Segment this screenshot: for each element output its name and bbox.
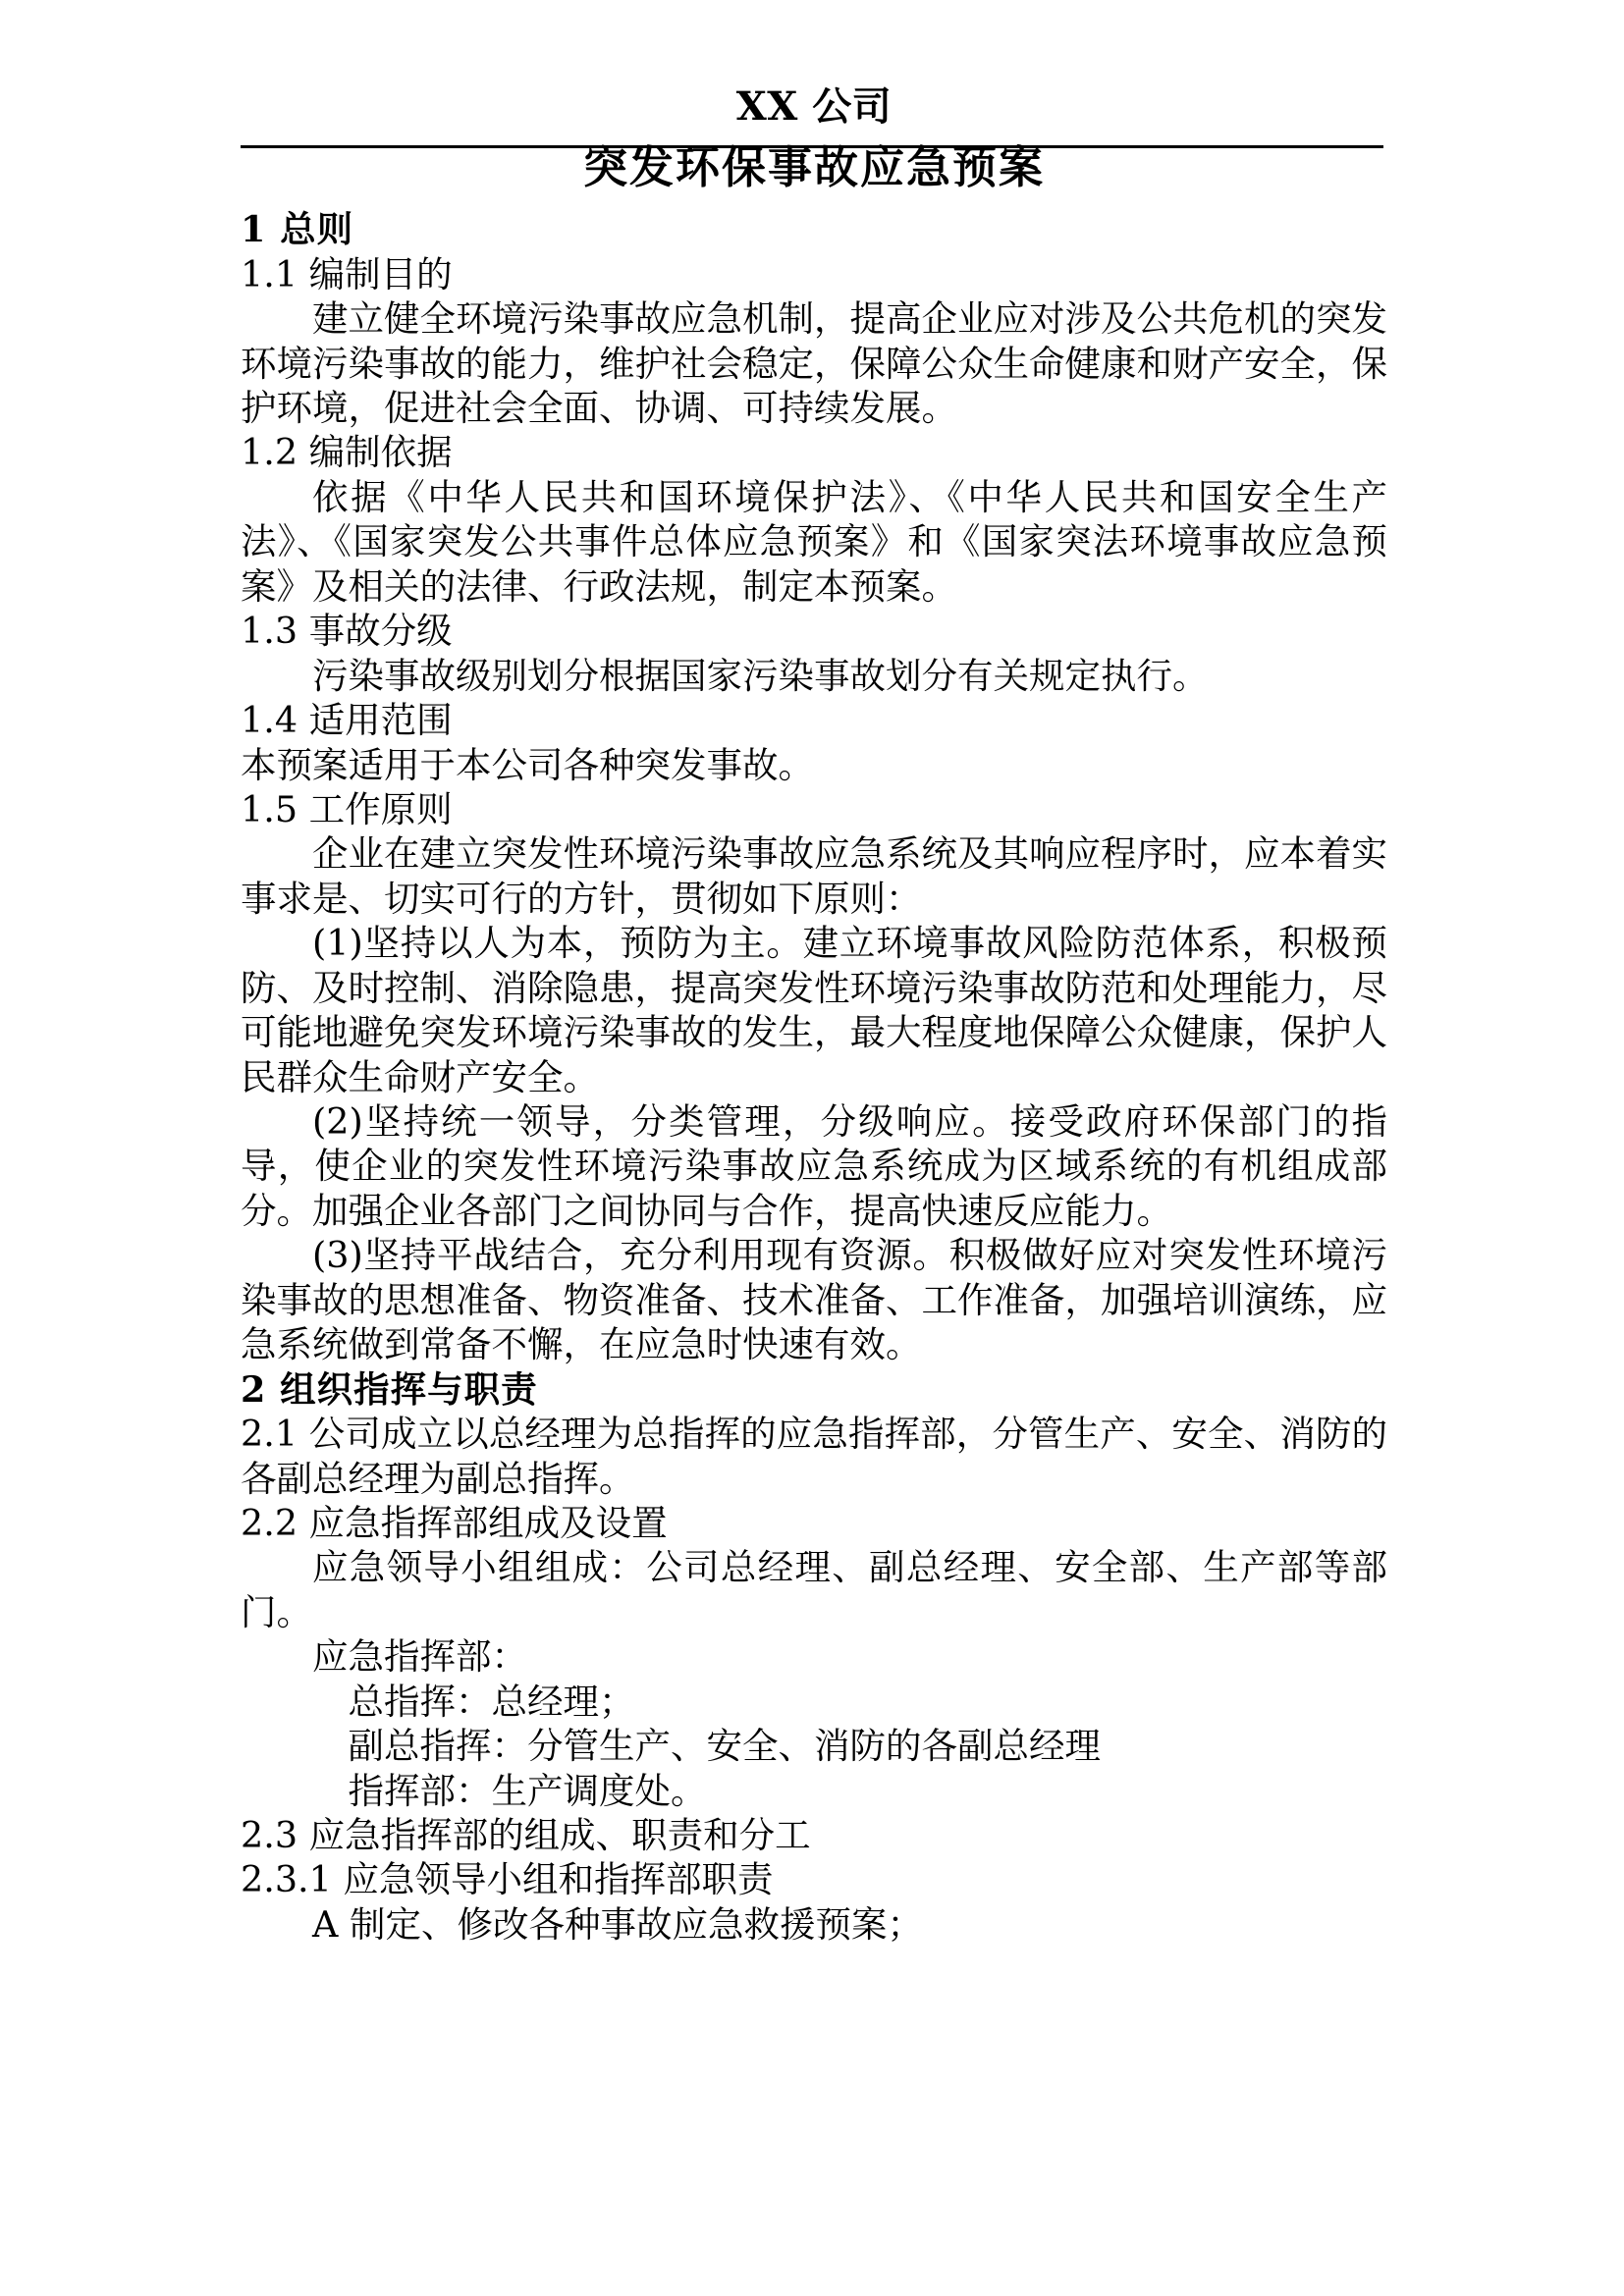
page-body — [241, 0, 1387, 1947]
heading-2: 2 组织指挥与职责 — [241, 1367, 538, 1411]
paragraph-2-2-role-command: 指挥部：生产调度处。 — [348, 1769, 707, 1812]
company-title: XX 公司 — [735, 83, 893, 130]
paragraph-1-5-item-2: (2)坚持统一领导，分类管理，分级响应。接受政府环保部门的指导，使企业的突发性环境污染事故应急系统成为区域系统的有机组成部分。加强企业各部门之间协同与合作，提高快速反应能力。 — [241, 1100, 1387, 1232]
paragraph-1-1-body: 建立健全环境污染事故应急机制，提高企业应对涉及公共危机的突发环境污染事故的能力，维护社会稳定，保障公众生命健康和财产安全，保护环境，促进社会全面、协调、可持续发展。 — [241, 297, 1387, 430]
heading-1-3: 1.3 事故分级 — [241, 610, 453, 653]
paragraph-2-2-body-1: 应急领导小组组成：公司总经理、副总经理、安全部、生产部等部门。 — [241, 1546, 1387, 1633]
heading-2-2: 2.2 应急指挥部组成及设置 — [241, 1501, 668, 1544]
paragraph-2-1: 2.1 公司成立以总经理为总指挥的应急指挥部，分管生产、安全、消防的各副总经理为副总指挥。 — [241, 1413, 1387, 1500]
paragraph-2-3-1-a: A 制定、修改各种事故应急救援预案； — [312, 1902, 923, 1946]
paragraph-2-2-role-chief: 总指挥：总经理； — [348, 1680, 635, 1723]
document-title: 突发环保事故应急预案 — [582, 141, 1045, 194]
paragraph-2-2-role-deputy: 副总指挥：分管生产、安全、消防的各副总经理 — [348, 1725, 1101, 1768]
paragraph-1-4-body: 本预案适用于本公司各种突发事故。 — [241, 743, 814, 786]
paragraph-1-3-body: 污染事故级别划分根据国家污染事故划分有关规定执行。 — [312, 654, 1209, 697]
paragraph-1-5-item-1: (1)坚持以人为本，预防为主。建立环境事故风险防范体系，积极预防、及时控制、消除隐患，提高突发性环境污染事故防范和处理能力，尽可能地避免突发环境污染事故的发生，最大程度地保障公众健康，保护人民群众生命财产安全。 — [241, 922, 1387, 1098]
heading-2-3-1: 2.3.1 应急领导小组和指挥部职责 — [241, 1858, 774, 1901]
heading-1: 1 总则 — [241, 208, 354, 251]
heading-2-3: 2.3 应急指挥部的组成、职责和分工 — [241, 1814, 811, 1857]
heading-1-4: 1.4 适用范围 — [241, 699, 453, 742]
heading-1-2: 1.2 编制依据 — [241, 431, 453, 474]
paragraph-1-5-item-3: (3)坚持平战结合，充分利用现有资源。积极做好应对突发性环境污染事故的思想准备、物资准备、技术准备、工作准备，加强培训演练，应急系统做到常备不懈，在应急时快速有效。 — [241, 1234, 1387, 1366]
paragraph-2-2-body-2: 应急指挥部： — [312, 1635, 527, 1679]
document-content — [241, 193, 1387, 1947]
heading-1-1: 1.1 编制目的 — [241, 252, 453, 295]
paragraph-1-2-body: 依据《中华人民共和国环境保护法》、《中华人民共和国安全生产法》、《国家突发公共事件总体应急预案》和《国家突法环境事故应急预案》及相关的法律、行政法规，制定本预案。 — [241, 475, 1387, 608]
paragraph-1-5-body: 企业在建立突发性环境污染事故应急系统及其响应程序时，应本着实事求是、切实可行的方针，贯彻如下原则： — [241, 832, 1387, 920]
heading-1-5: 1.5 工作原则 — [241, 787, 453, 830]
